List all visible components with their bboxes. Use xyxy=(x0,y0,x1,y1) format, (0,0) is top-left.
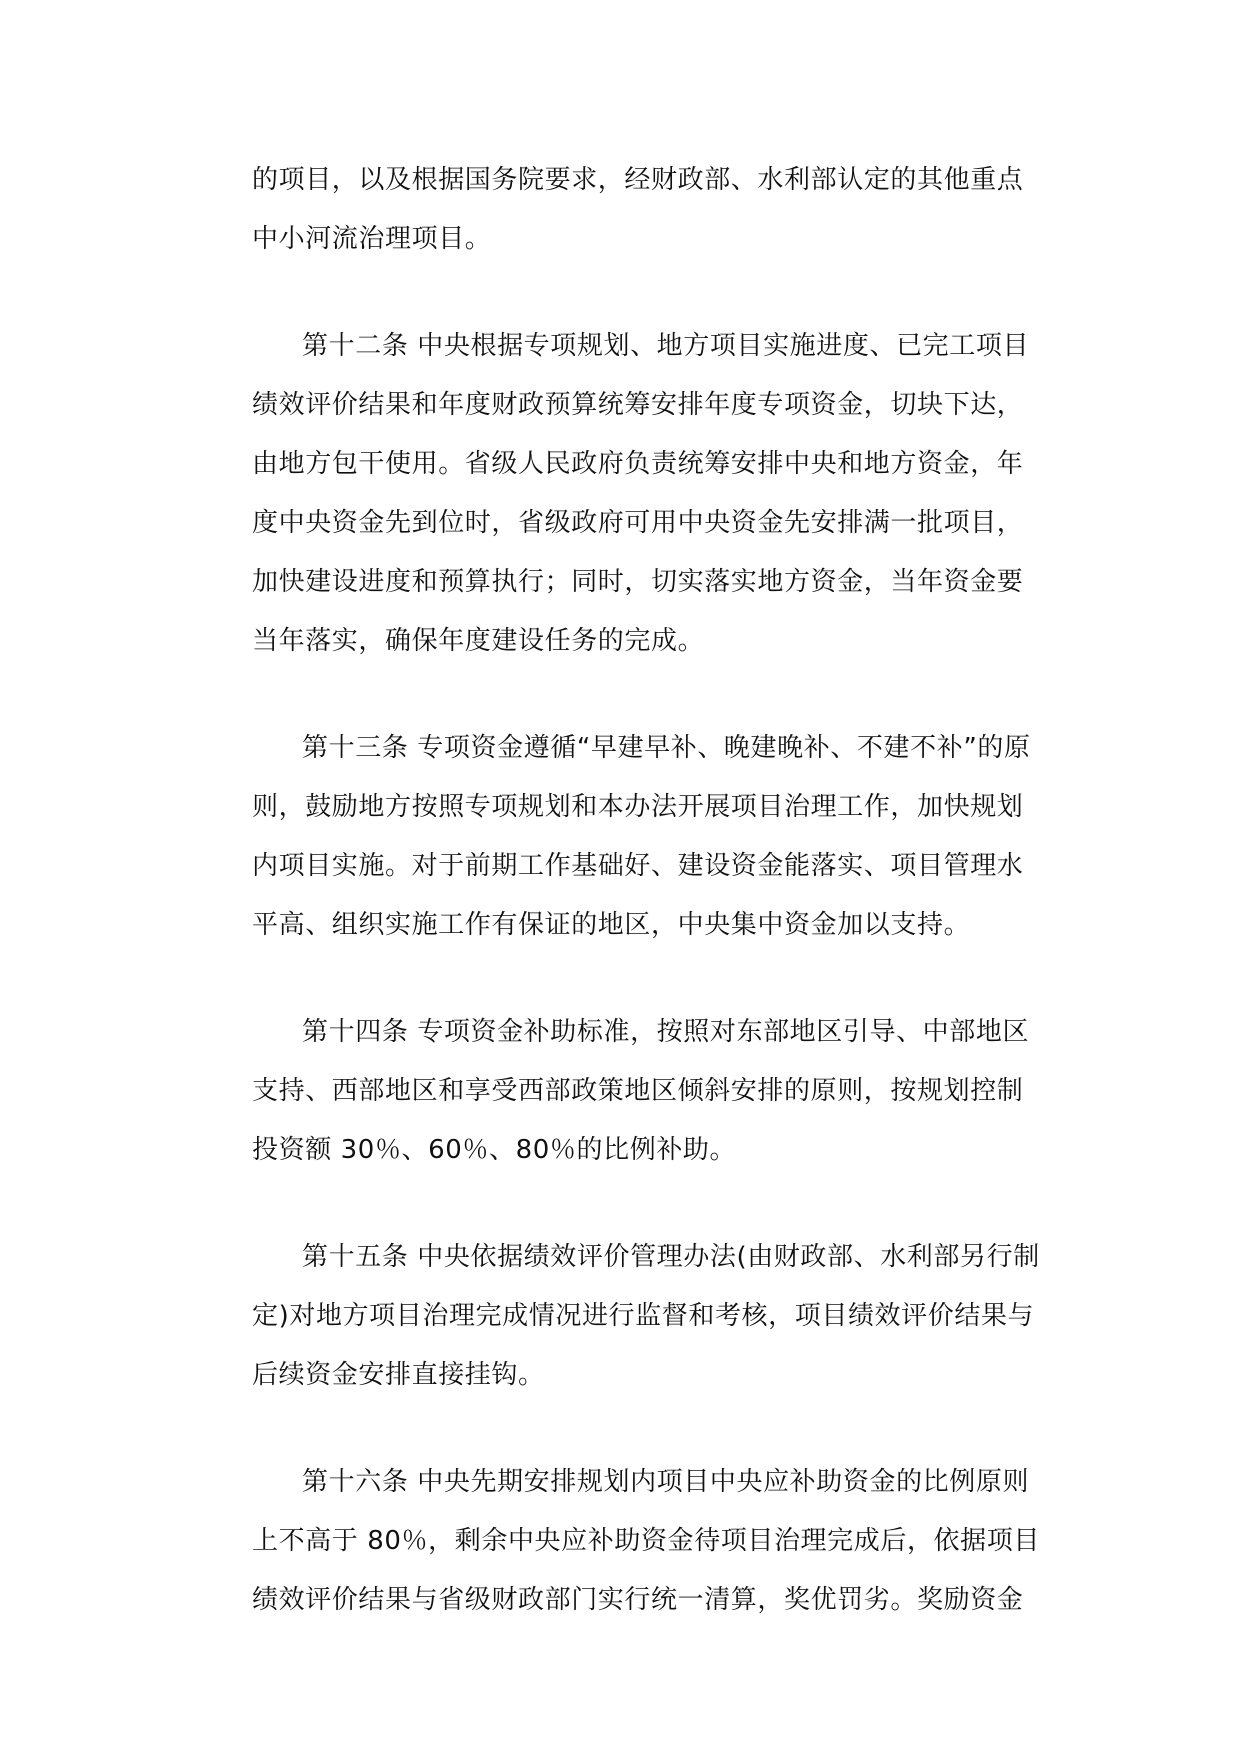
text-line: 加快建设进度和预算执行；同时，切实落实地方资金，当年资金要 xyxy=(252,567,1024,597)
text-line: 中小河流治理项目。 xyxy=(252,224,492,254)
article-heading-line: 第十六条 中央先期安排规划内项目中央应补助资金的比例原则 xyxy=(302,1467,1030,1497)
text-line: 由地方包干使用。省级人民政府负责统筹安排中央和地方资金，年 xyxy=(252,449,1024,479)
text-line: 度中央资金先到位时，省级政府可用中央资金先安排满一批项目， xyxy=(252,508,1024,538)
paragraph-article-12 xyxy=(252,317,1030,671)
text-line: 投资额 30％、60％、80％的比例补助。 xyxy=(252,1135,737,1165)
text-line: 当年落实，确保年度建设任务的完成。 xyxy=(252,626,705,656)
text-line: 后续资金安排直接挂钩。 xyxy=(252,1360,545,1390)
article-heading-line: 第十三条 专项资金遵循“早建早补、晚建晚补、不建不补”的原 xyxy=(302,733,1031,763)
text-line: 支持、西部地区和享受西部政策地区倾斜安排的原则，按规划控制 xyxy=(252,1076,1024,1106)
article-heading-line: 第十四条 专项资金补助标准，按照对东部地区引导、中部地区 xyxy=(302,1017,1030,1047)
text-line: 绩效评价结果和年度财政预算统筹安排年度专项资金，切块下达， xyxy=(252,390,1024,420)
article-heading-line: 第十五条 中央依据绩效评价管理办法(由财政部、水利部另行制 xyxy=(302,1242,1040,1272)
document-body xyxy=(252,151,1040,1678)
paragraph-article-16 xyxy=(252,1453,1040,1630)
text-line: 的项目，以及根据国务院要求，经财政部、水利部认定的其他重点 xyxy=(252,165,1024,195)
paragraph-article-15 xyxy=(252,1228,1040,1405)
text-line: 定)对地方项目治理完成情况进行监督和考核，项目绩效评价结果与 xyxy=(252,1301,1035,1331)
paragraph-article-14 xyxy=(252,1003,1030,1180)
text-line: 平高、组织实施工作有保证的地区，中央集中资金加以支持。 xyxy=(252,910,971,940)
text-line: 上不高于 80％，剩余中央应补助资金待项目治理完成后，依据项目 xyxy=(252,1526,1040,1556)
text-line: 绩效评价结果与省级财政部门实行统一清算，奖优罚劣。奖励资金 xyxy=(252,1585,1024,1615)
paragraph-continuation xyxy=(252,151,1024,269)
text-line: 则，鼓励地方按照专项规划和本办法开展项目治理工作，加快规划 xyxy=(252,792,1024,822)
text-line: 内项目实施。对于前期工作基础好、建设资金能落实、项目管理水 xyxy=(252,851,1024,881)
paragraph-article-13 xyxy=(252,719,1031,955)
article-heading-line: 第十二条 中央根据专项规划、地方项目实施进度、已完工项目 xyxy=(302,331,1030,361)
